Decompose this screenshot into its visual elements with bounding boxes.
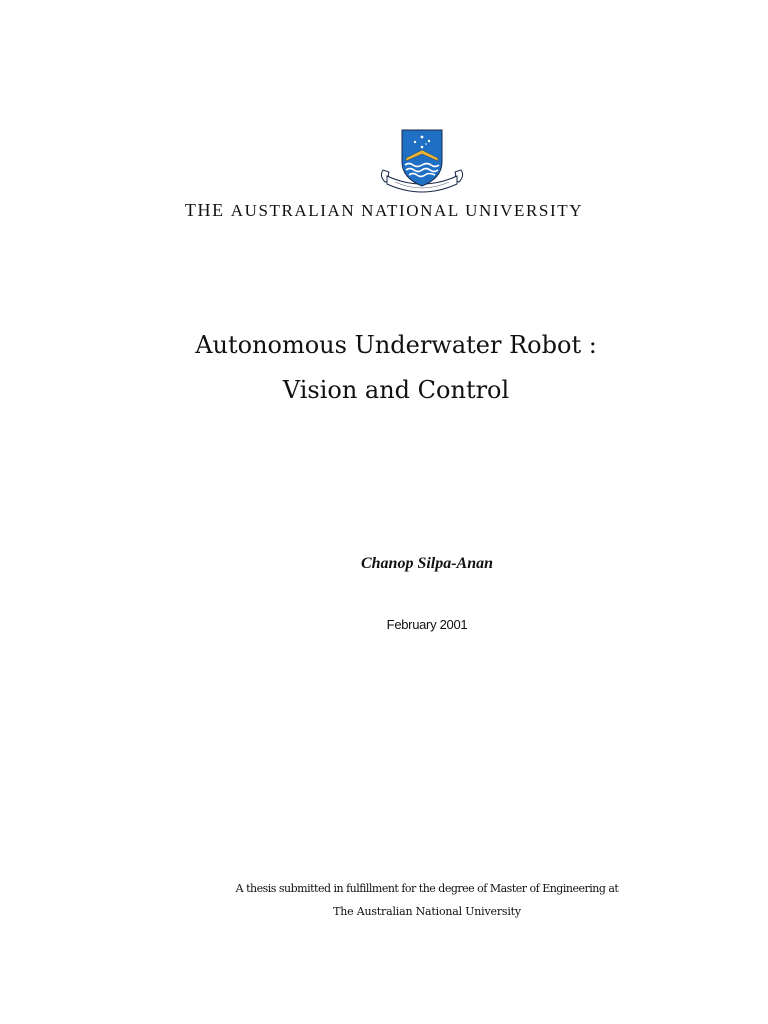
- author-name: Chanop Silpa-Anan: [360, 555, 494, 572]
- thesis-title-line-2: Vision and Control: [282, 376, 510, 404]
- submission-statement: A thesis submitted in fulfillment for the degree of Master of Engineering at: [235, 882, 619, 895]
- submission-institution: The Australian National University: [333, 905, 521, 918]
- university-name-text: AUSTRALIAN NATIONAL UNIVERSITY: [230, 201, 584, 220]
- university-name: [0, 200, 768, 221]
- university-crest-icon: [377, 128, 467, 194]
- university-article: THE: [184, 200, 225, 220]
- thesis-title-line-1: Autonomous Underwater Robot :: [195, 331, 597, 359]
- submission-date: February 2001: [386, 617, 468, 632]
